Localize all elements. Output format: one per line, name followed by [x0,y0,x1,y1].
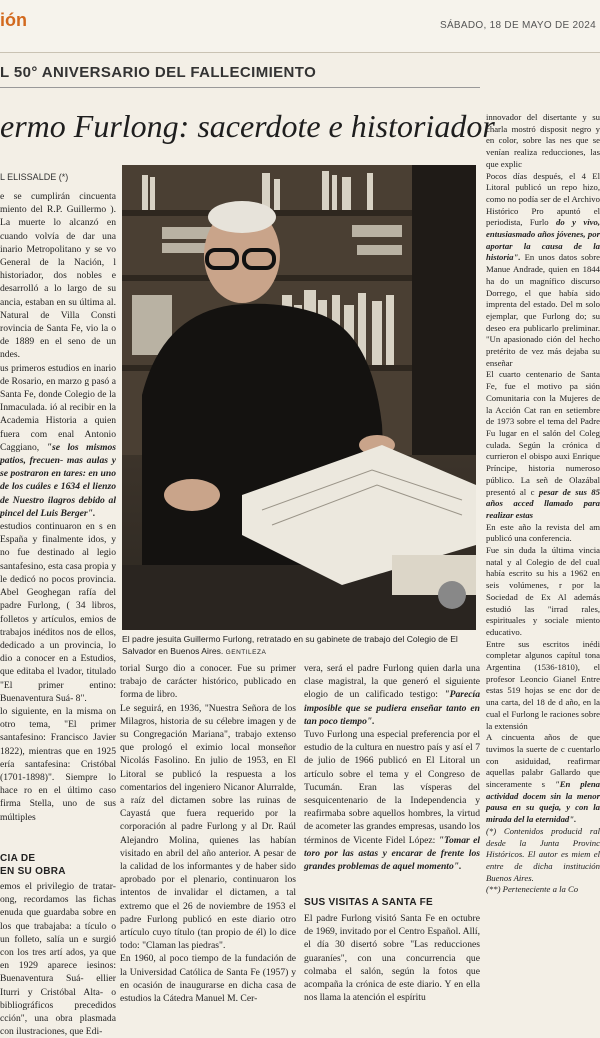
column-1-bottom [0,880,116,1038]
paragraph: vera, será el padre Furlong quien darla una clase magistral, la que generó el siguiente elogio de un calificado testigo: "Parecía imposible que se pudiera enseñar tanto en tan poco tiempo". [304,663,480,727]
column-3-bottom [304,912,480,1004]
photo-caption: El padre jesuita Guillermo Furlong, retratado en su gabinete de trabajo del Colegio de El Salvador en Buenos Aires. GENTILEZA [122,634,458,656]
paragraph: El padre Furlong visitó Santa Fe en octubre de 1969, invitado por el Centro Español. Allí, el día 30 disertó sobre "Las reducciones guaraníes", con una concurrencia que colmaba el salón, según la fotos que acompaña la crónica de este diario. Y en ella nos llama la atención el espíritu [304,913,480,1004]
article-kicker: L 50° ANIVERSARIO DEL FALLECIMIENTO [0,64,317,81]
column-3 [304,662,480,873]
column-2 [120,662,296,1005]
paragraph: Pocos días después, el 4 El Litoral publicó un repo hizo, como no podía ser de el Archivo Histórico Pro apuntó el periodista, Furlo do y vivo, entusiasmado años jóvenes, por aportar la causa de la historia". En unos datos sobre Manue Andrade, quien en 1844 ha do un magnífico discurso Dorrego, el que había sido imprenta del estado. Del m solo ejemplar, que Furlong do; su deseo era publicarlo preliminar. "Un apasionado ción del hecho pretérito de vez más dejaba su enseñar [486,170,600,368]
paragraph: estudios continuaron en s en España y finalmente idos, y no fue destinado al legio santafesino, esta casa propia y le dedicó no pocos provincia. Abel Geoghegan rafía del padre Furlong, ( 34 libros, folletos y artículos, emios de trabajos inéditos nos de ellos, dedicado a un provincia, lo dio a conocer en a Estudios, que editaba el lvador, titulado "El primer entino: Buenaventura Suá- 8". [0,521,116,704]
article-byline: L ELISSALDE (*) [0,172,69,182]
paragraph: us primeros estudios en inario de Rosario, en marzo g pasó a Santa Fe, donde Colegio de la Inmaculada. ió al recibir en la Academia Historia a quien fuera com enal Antonio Caggiano, "se los mismos patios, frecuen- mas aulas y se postraron en tares: en uno de los cuáles e 1634 el lienzo de Nuestro ilagros debido al pincel del Luis Berger". [0,362,116,519]
page-header [0,0,600,53]
column-1 [0,190,116,824]
paragraph: innovador del disertante y su charla mostró disposit negro y en color, sobre las nes que se venían realiza reducciones, las que explic [486,112,600,169]
subhead-visitas: SUS VISITAS A SANTA FE [304,897,434,908]
photo-credit: GENTILEZA [225,649,267,656]
paragraph: El cuarto centenario de Santa Fe, fue el motivo pa sión Comunitaria con la Mujeres de la Acción Cat ran en setiembre de 1973 sobre el tema del Padre Fu lugar en el salón del Coleg culada. Según la crónica d currieron el obispo auxi Enrique Príncipe, historia numeroso público. La señ de Olazábal presentó al c pesar de sus 85 años acced llamado para realizar estas [486,369,600,520]
paragraph: En este año la revista del am publicó una conferencia. [486,521,600,544]
issue-date: SÁBADO, 18 DE MAYO DE 2024 [439,20,596,31]
paragraph: En 1960, al poco tiempo de la fundación de la Universidad Católica de Santa Fe (1957) y en ocasión de inaugurarse en dicha casa de estudios la Cátedra Manuel M. Cer- [120,953,296,1005]
footnote: (*) Contenidos producid ral desde la Junta Provinc Históricos. El autor es miem el entre de dicha institución Buenos Aires. [486,825,600,883]
paragraph: Fue sin duda la última vincia natal y al Colegio de del cual había escrito su his a 1962 en seis volúmenes, r por la Sociedad de Ex Al además estudió las "irrad rales, espirituales y sociale miento educativo. [486,545,600,637]
paragraph: Le seguirá, en 1936, "Nuestra Señora de los Milagros, historia de su célebre imagen y de su Congregación Mariana", trabajo extenso que prologó el eximio local monseñor Nicolás Fasolino. En julio de 1953, en El Litoral se publicó la respuesta a los comentarios del ingeniero Nicanor Alurralde, a raíz del dictamen sobre las ruinas de Cayastá que fuera requerido por la corporación al padre Furlong y al Dr. Raúl Alejandro Molina, quienes las habían visitado en abril del año anterior. A pesar de la calidad de los informantes y de haber sido aprobado por el plenario, continuaron los intentos de invalidar el dictamen, a tal extremo que el 26 de noviembre de 1953 el padre Furlong publicó en este diario otro artículo cuyo título (tan propio de él) lo dice todo: "Claman las piedras". [120,702,296,952]
subhead-presencia: CIA DE EN SU OBRA [0,853,66,877]
portrait-photo [122,165,476,630]
section-name: ión [0,10,27,30]
portrait-illustration [122,165,476,630]
paragraph: emos el privilegio de tratar- ong, recordamos las fichas enuda que guardaba sobre en los que trabajaba: a tículo o un folleto, salía un e surgió con los tres artí ados, ya que en 1929 aparece iesinos: Buenaventura Suá- ellier Iturri y Cristóbal Alta- o bibliográficos precedidos cción", una obra plasmada con ilustraciones, que Edi- [0,881,116,1038]
paragraph: A cincuenta años de que tuvimos la suerte de c cuentarlo con asiduidad, reafirmar aquellas palabr Gallardo que sinceramente s "En plena actividad docem sin la menor pausa en su queja, y con la mirada del la eternidad". [486,732,600,825]
paragraph: Tuvo Furlong una especial preferencia por el estudio de la cultura en nuestro país y así el 7 de julio de 1966 publicó en El Litoral un artículo sobre el tema y el Congreso de Tucumán. Eran las vísperas del sesquicentenario de la Independencia y reafirmaba sobre aquellos hombres, la virtud de acometer las grandes empresas, usando los términos de Vicente Fidel López: "Tomar el toro por las astas y encarar de frente los grandes problemas de aquel momento". [304,729,480,873]
footnote: (**) Perteneciente a la Co [486,884,579,895]
paragraph: torial Surgo dio a conocer. Fue su primer trabajo de carácter histórico, publicado en forma de libro. [120,663,296,701]
column-4 [486,112,600,896]
kicker-divider [0,87,480,88]
article-headline: ermo Furlong: sacerdote e historiador [0,108,495,144]
paragraph: lo siguiente, en la misma on otro tema, "El primer santafesino: Francisco Javier 1822), mientras que en 1925 ería santafesina: Cristóbal (1701-1898)". Siempre lo hace ro en el último caso firma Stella, uno de sus múltiples [0,705,116,823]
paragraph: e se cumplirán cincuenta miento del R.P. Guillermo ). La muerte lo alcanzó en cuando volvía de dar una inario Metropolitano y se vo General de la Nación, l historiador, dos nobles e desarrolló a lo largo de su ancia, estaban en su última al. Natural de Villa Consti rovincia de Santa Fe, vio la o de 1889 en el seno de un ndes. [0,191,116,361]
paragraph: Entre sus escritos inédi completar algunos capítul tona Argentina (1536-1810), el profesor Leoncio Gianel Entre estas 519 hojas se enc dor de una carta, del 18 de d año, en la cual el Furlong le raciones sobre la extensión [486,638,600,731]
